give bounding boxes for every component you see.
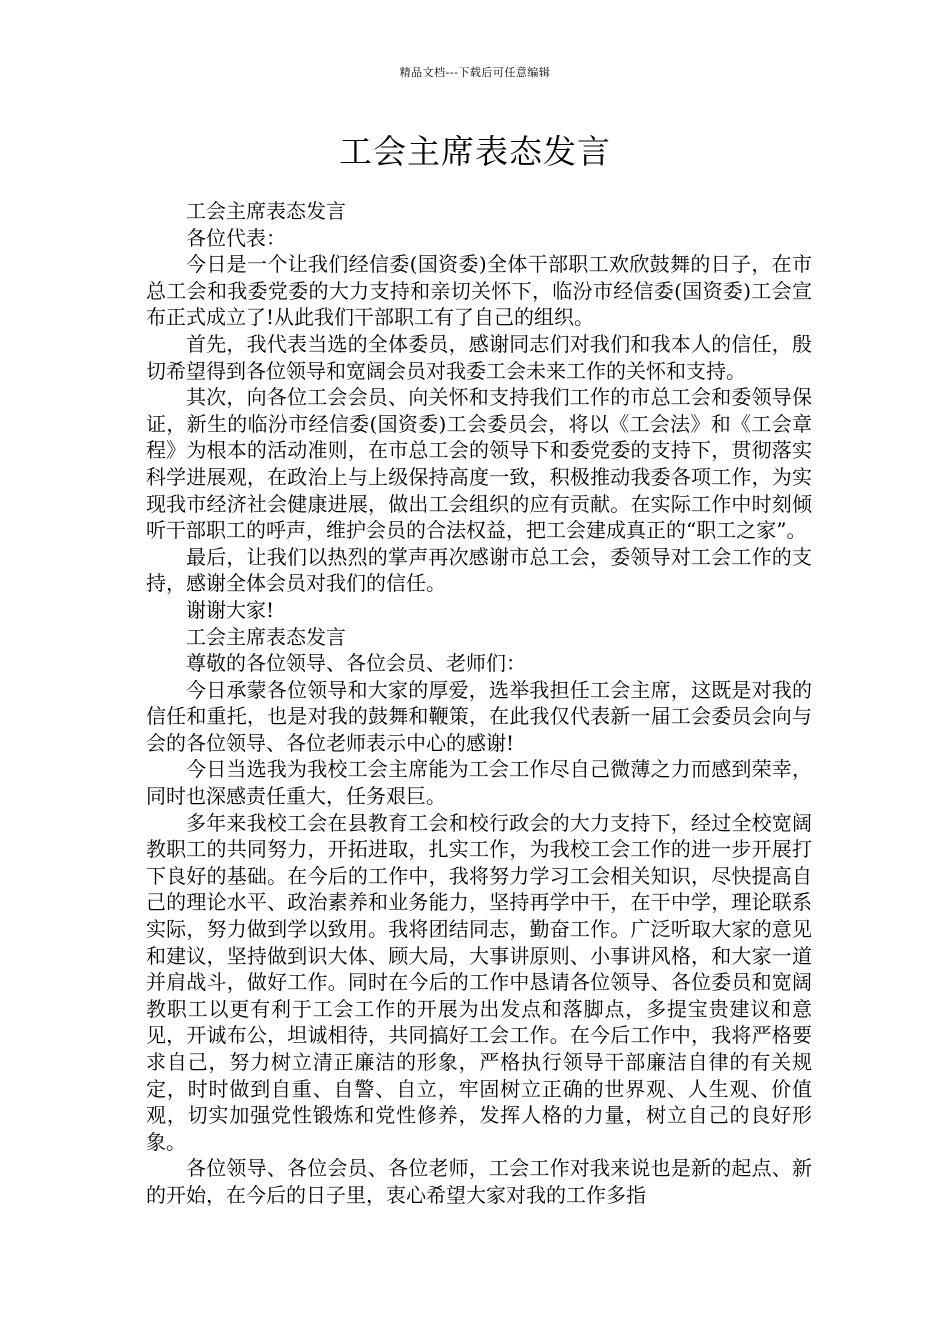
document-title: 工会主席表态发言 [339, 132, 611, 171]
paragraph: 今日承蒙各位领导和大家的厚爱，选举我担任工会主席，这既是对我的信任和重托，也是对我的鼓舞和鞭策，在此我仅代表新一届工会委员会向与会的各位领导、各位老师表示中心的感谢! [146, 677, 812, 755]
document-body [146, 198, 812, 1209]
paragraph: 今日当选我为我校工会主席能为工会工作尽自己微薄之力而感到荣幸，同时也深感责任重大，任务艰巨。 [146, 757, 812, 809]
page-header-note: 精品文档---下载后可任意编辑 [399, 66, 551, 79]
paragraph-closing: 谢谢大家! [186, 597, 275, 622]
paragraph-salutation: 尊敬的各位领导、各位会员、老师们： [186, 651, 526, 676]
paragraph-subtitle: 工会主席表态发言 [186, 199, 346, 223]
paragraph: 今日是一个让我们经信委(国资委)全体干部职工欢欣鼓舞的日子，在市总工会和我委党委的大力支持和亲切关怀下，临汾市经信委(国资委)工会宣布正式成立了!从此我们干部职工有了自己的组织。 [146, 252, 812, 330]
paragraph-subtitle: 工会主席表态发言 [186, 624, 346, 649]
paragraph: 其次，向各位工会会员、向关怀和支持我们工作的市总工会和委领导保证，新生的临汾市经信委(国资委)工会委员会，将以《工会法》和《工会章程》为根本的活动准则，在市总工会的领导下和委党委的支持下，贯彻落实科学进展观，在政治上与上级保持高度一致，积极推动我委各项工作，为实现我市经济社会健康进展，做出工会组织的应有贡献。在实际工作中时刻倾听干部职工的呼声，维护会员的合法权益，把工会建成真正的“职工之家”。 [146, 385, 812, 543]
paragraph: 首先，我代表当选的全体委员，感谢同志们对我们和我本人的信任，殷切希望得到各位领导和宽阔会员对我委工会未来工作的关怀和支持。 [146, 331, 812, 383]
paragraph: 各位领导、各位会员、各位老师，工会工作对我来说也是新的起点、新的开始，在今后的日子里，衷心希望大家对我的工作多指 [146, 1156, 812, 1207]
paragraph: 最后，让我们以热烈的掌声再次感谢市总工会，委领导对工会工作的支持，感谢全体会员对我们的信任。 [146, 544, 812, 596]
paragraph-salutation: 各位代表： [186, 225, 286, 250]
paragraph: 多年来我校工会在县教育工会和校行政会的大力支持下，经过全校宽阔教职工的共同努力，开拓进取，扎实工作，为我校工会工作的进一步开展打下良好的基础。在今后的工作中，我将努力学习工会相关知识，尽快提高自己的理论水平、政治素养和业务能力，坚持再学中干，在干中学，理论联系实际，努力做到学以致用。我将团结同志，勤奋工作。广泛听取大家的意见和建议，坚持做到识大体、顾大局，大事讲原则、小事讲风格，和大家一道并肩战斗，做好工作。同时在今后的工作中恳请各位领导、各位委员和宽阔教职工以更有利于工会工作的开展为出发点和落脚点，多提宝贵建议和意见，开诚布公，坦诚相待，共同搞好工会工作。在今后工作中，我将严格要求自己，努力树立清正廉洁的形象，严格执行领导干部廉洁自律的有关规定，时时做到自重、自警、自立，牢固树立正确的世界观、人生观、价值观，切实加强党性锻炼和党性修养，发挥人格的力量，树立自己的良好形象。 [146, 810, 812, 1154]
